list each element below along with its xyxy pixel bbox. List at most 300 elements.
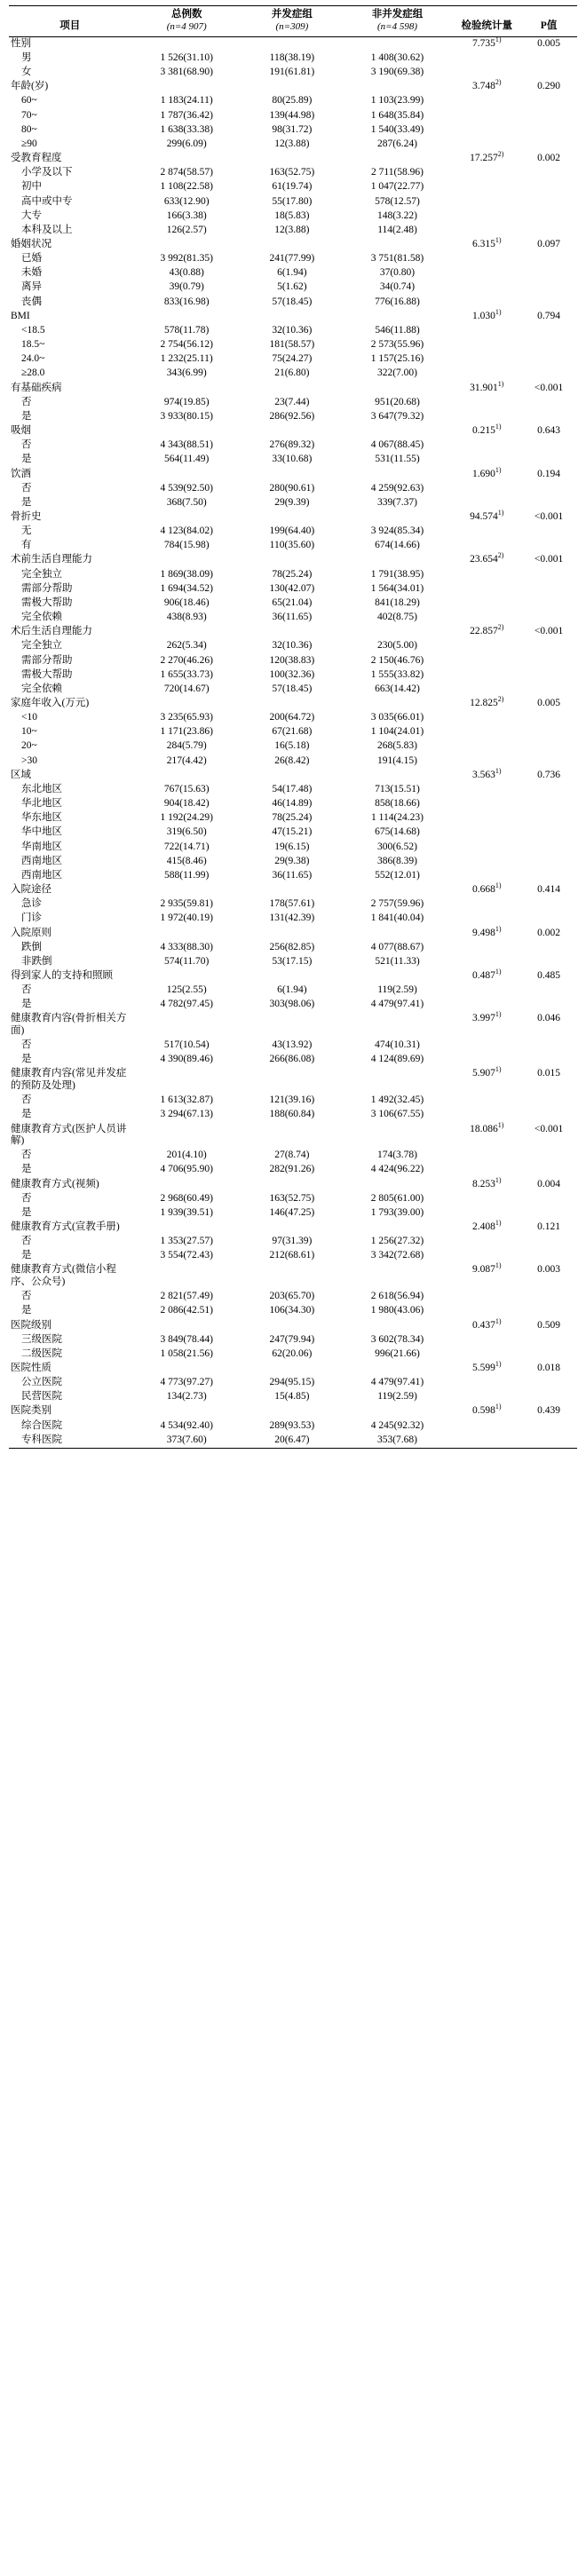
row-group-label: 饮酒 bbox=[11, 468, 31, 479]
cell-nocomp: 1 408(30.62) bbox=[370, 51, 424, 63]
cell-nocomp: 174(3.78) bbox=[376, 1150, 418, 1161]
cell-comp: 247(79.94) bbox=[269, 1333, 315, 1345]
cell-p-value: 0.002 bbox=[537, 153, 560, 164]
row-item-label: 18.5~ bbox=[21, 339, 45, 351]
table-row bbox=[9, 1235, 577, 1249]
cell-test-statistic: 17.257$^{2)}$ bbox=[470, 150, 504, 164]
cell-nocomp bbox=[342, 883, 454, 897]
cell-p-value bbox=[520, 51, 577, 66]
cell-comp bbox=[242, 310, 342, 324]
table-row bbox=[9, 439, 577, 453]
table-row bbox=[9, 180, 577, 194]
table-row bbox=[9, 51, 577, 66]
cell-test-statistic bbox=[453, 869, 520, 883]
row-item-label: 跌倒 bbox=[21, 941, 42, 952]
cell-comp: 16(5.18) bbox=[274, 740, 310, 752]
cell-total: 3 849(78.44) bbox=[160, 1333, 213, 1345]
cell-p-value: <0.001 bbox=[534, 1123, 564, 1134]
cell-nocomp: 2 757(59.96) bbox=[370, 898, 424, 910]
table-row bbox=[9, 897, 577, 912]
cell-test-statistic: 0.215$^{1)}$ bbox=[471, 423, 502, 437]
row-item-label: 三级医院 bbox=[21, 1333, 62, 1345]
cell-p-value bbox=[520, 1347, 577, 1362]
cell-total: 4 782(97.45) bbox=[160, 999, 213, 1010]
cell-total: 2 754(56.12) bbox=[160, 339, 213, 351]
test-statistic-footnote-marker: 1) bbox=[495, 1175, 502, 1184]
cell-test-statistic bbox=[453, 525, 520, 539]
cell-p-value: <0.001 bbox=[534, 382, 564, 393]
test-statistic-footnote-marker: 1) bbox=[497, 379, 504, 388]
cell-test-statistic bbox=[453, 1290, 520, 1304]
cell-nocomp: 531(11.55) bbox=[375, 454, 420, 465]
table-row bbox=[9, 539, 577, 553]
row-item-label: 门诊 bbox=[21, 913, 42, 924]
table-row bbox=[9, 36, 577, 51]
table-row bbox=[9, 1390, 577, 1404]
row-item-label: 完全依赖 bbox=[21, 683, 62, 694]
row-group-label: 有基础疾病 bbox=[11, 382, 62, 393]
row-item-label: 需部分帮助 bbox=[21, 582, 73, 594]
cell-comp: 62(20.06) bbox=[272, 1347, 313, 1359]
cell-nocomp bbox=[342, 553, 454, 567]
cell-total bbox=[131, 1362, 242, 1376]
cell-total: 1 108(22.58) bbox=[160, 181, 213, 193]
cell-test-statistic bbox=[453, 811, 520, 826]
cell-comp: 286(92.56) bbox=[269, 410, 315, 422]
cell-total: 217(4.42) bbox=[166, 755, 207, 766]
cell-total: 2 270(46.26) bbox=[160, 654, 213, 666]
cell-test-statistic bbox=[453, 338, 520, 352]
cell-total: 3 992(81.35) bbox=[160, 253, 213, 265]
cell-p-value bbox=[520, 194, 577, 209]
cell-nocomp: 4 479(97.41) bbox=[370, 1377, 424, 1388]
cell-p-value bbox=[520, 984, 577, 998]
cell-total bbox=[131, 769, 242, 783]
cell-test-statistic bbox=[453, 1163, 520, 1177]
column-header-no-complication-n: (n=4 598) bbox=[377, 20, 417, 32]
cell-p-value bbox=[520, 912, 577, 926]
cell-p-value: 0.290 bbox=[537, 81, 560, 92]
row-group-label: 吸烟 bbox=[11, 425, 31, 437]
cell-total: 4 123(84.02) bbox=[160, 525, 213, 537]
cell-nocomp: 1 047(22.77) bbox=[370, 181, 424, 193]
cell-comp: 178(57.61) bbox=[269, 898, 315, 910]
cell-nocomp: 191(4.15) bbox=[376, 755, 418, 766]
row-item-label: 华中地区 bbox=[21, 826, 62, 838]
cell-p-value: 0.018 bbox=[537, 1362, 560, 1373]
cell-p-value bbox=[520, 108, 577, 122]
cell-comp bbox=[242, 1362, 342, 1376]
cell-comp: 32(10.36) bbox=[272, 324, 313, 336]
table-row bbox=[9, 108, 577, 122]
cell-comp: 47(15.21) bbox=[272, 826, 313, 838]
cell-test-statistic bbox=[453, 122, 520, 137]
table-row bbox=[9, 467, 577, 481]
cell-comp bbox=[242, 424, 342, 439]
cell-comp bbox=[242, 1012, 342, 1039]
cell-comp: 57(18.45) bbox=[272, 683, 313, 694]
cell-test-statistic bbox=[453, 739, 520, 754]
cell-p-value bbox=[520, 295, 577, 309]
cell-test-statistic bbox=[453, 1053, 520, 1067]
cell-nocomp: 1 492(32.45) bbox=[370, 1094, 424, 1106]
test-statistic-footnote-marker: 1) bbox=[495, 1316, 502, 1325]
cell-total: 1 171(23.86) bbox=[160, 726, 213, 738]
cell-total: 1 058(21.56) bbox=[160, 1347, 213, 1359]
table-row bbox=[9, 496, 577, 510]
cell-nocomp bbox=[342, 969, 454, 984]
cell-total bbox=[131, 1177, 242, 1191]
cell-nocomp: 1 793(39.00) bbox=[370, 1206, 424, 1218]
cell-p-value bbox=[520, 1249, 577, 1263]
cell-nocomp bbox=[342, 625, 454, 639]
cell-test-statistic bbox=[453, 567, 520, 581]
cell-p-value bbox=[520, 266, 577, 281]
table-row bbox=[9, 310, 577, 324]
cell-comp bbox=[242, 883, 342, 897]
table-row bbox=[9, 668, 577, 682]
table-row bbox=[9, 281, 577, 295]
cell-test-statistic bbox=[453, 481, 520, 495]
cell-comp bbox=[242, 467, 342, 481]
cell-test-statistic bbox=[453, 639, 520, 653]
row-item-label: 女 bbox=[21, 67, 32, 78]
cell-comp: 289(93.53) bbox=[269, 1419, 315, 1431]
cell-comp bbox=[242, 625, 342, 639]
cell-test-statistic bbox=[453, 295, 520, 309]
cell-p-value bbox=[520, 281, 577, 295]
cell-nocomp: 230(5.00) bbox=[376, 640, 418, 652]
cell-comp: 181(58.57) bbox=[269, 339, 315, 351]
cell-p-value: 0.643 bbox=[537, 425, 560, 437]
cell-total: 1 232(25.11) bbox=[160, 353, 213, 365]
cell-p-value: <0.001 bbox=[534, 554, 564, 565]
cell-nocomp bbox=[342, 36, 454, 51]
row-item-label: 否 bbox=[21, 1192, 32, 1204]
table-row bbox=[9, 1347, 577, 1362]
row-item-label: 需极大帮助 bbox=[21, 597, 73, 608]
cell-p-value bbox=[520, 869, 577, 883]
cell-p-value bbox=[520, 1418, 577, 1433]
cell-total: 1 655(33.73) bbox=[160, 668, 213, 680]
cell-p-value bbox=[520, 668, 577, 682]
cell-test-statistic bbox=[453, 854, 520, 868]
cell-nocomp: 474(10.31) bbox=[375, 1039, 420, 1051]
cell-test-statistic bbox=[453, 797, 520, 811]
cell-test-statistic bbox=[453, 453, 520, 467]
cell-total: 39(0.79) bbox=[169, 281, 204, 293]
cell-test-statistic bbox=[453, 1390, 520, 1404]
cell-test-statistic bbox=[453, 352, 520, 367]
cell-test-statistic bbox=[453, 1149, 520, 1163]
cell-total: 720(14.67) bbox=[163, 683, 210, 694]
cell-total: 633(12.90) bbox=[163, 195, 210, 207]
cell-test-statistic: 5.907$^{1)}$ bbox=[471, 1065, 502, 1079]
cell-total: 284(5.79) bbox=[166, 740, 207, 752]
cell-comp: 199(64.40) bbox=[269, 525, 315, 537]
cell-p-value bbox=[520, 1332, 577, 1347]
cell-p-value bbox=[520, 797, 577, 811]
table-row bbox=[9, 266, 577, 281]
test-statistic-footnote-marker: 2) bbox=[497, 623, 504, 632]
row-item-label: 有 bbox=[21, 540, 32, 551]
cell-total: 767(15.63) bbox=[163, 783, 210, 794]
cell-test-statistic: 94.574$^{1)}$ bbox=[470, 509, 504, 522]
cell-total: 125(2.55) bbox=[166, 984, 207, 996]
table-row bbox=[9, 338, 577, 352]
cell-p-value: 0.194 bbox=[537, 468, 560, 479]
test-statistic-footnote-marker: 1) bbox=[495, 1360, 502, 1369]
row-group-label: 医院类别 bbox=[11, 1405, 51, 1417]
cell-test-statistic bbox=[453, 367, 520, 381]
table-row bbox=[9, 122, 577, 137]
cell-comp: 131(42.39) bbox=[269, 913, 315, 924]
table-row bbox=[9, 94, 577, 108]
test-statistic-footnote-marker: 1) bbox=[495, 881, 502, 890]
row-item-label: 大专 bbox=[21, 209, 42, 221]
cell-total bbox=[131, 969, 242, 984]
cell-nocomp: 2 573(55.96) bbox=[370, 339, 424, 351]
row-group-label: 医院性质 bbox=[11, 1362, 51, 1373]
cell-test-statistic bbox=[453, 281, 520, 295]
column-header-complication-group: 并发症组 (n=309) bbox=[242, 6, 342, 37]
table-row bbox=[9, 152, 577, 166]
cell-test-statistic: 7.735$^{1)}$ bbox=[471, 36, 502, 49]
cell-test-statistic: 23.654$^{2)}$ bbox=[470, 551, 504, 565]
row-item-label: 是 bbox=[21, 1054, 32, 1065]
cell-p-value bbox=[520, 581, 577, 596]
cell-nocomp: 1 564(34.01) bbox=[370, 582, 424, 594]
cell-comp: 78(25.24) bbox=[272, 568, 313, 580]
cell-total: 578(11.78) bbox=[164, 324, 210, 336]
table-row bbox=[9, 510, 577, 525]
cell-nocomp: 1 980(43.06) bbox=[370, 1305, 424, 1316]
cell-nocomp bbox=[342, 1221, 454, 1235]
cell-test-statistic bbox=[453, 912, 520, 926]
cell-total: 1 638(33.38) bbox=[160, 123, 213, 135]
cell-total bbox=[131, 467, 242, 481]
cell-test-statistic: 0.437$^{1)}$ bbox=[471, 1316, 502, 1331]
cell-comp: 26(8.42) bbox=[274, 755, 310, 766]
cell-total: 2 874(58.57) bbox=[160, 167, 213, 178]
cell-test-statistic: 3.997$^{1)}$ bbox=[471, 1010, 502, 1024]
cell-nocomp: 951(20.68) bbox=[375, 396, 420, 407]
cell-total: 2 821(57.49) bbox=[160, 1291, 213, 1302]
cell-comp: 46(14.89) bbox=[272, 798, 313, 810]
cell-total bbox=[131, 80, 242, 94]
cell-total: 4 706(95.90) bbox=[160, 1164, 213, 1175]
cell-comp bbox=[242, 381, 342, 395]
cell-p-value bbox=[520, 897, 577, 912]
cell-total: 3 294(67.13) bbox=[160, 1109, 213, 1120]
cell-test-statistic: 6.315$^{1)}$ bbox=[471, 236, 502, 250]
cell-total bbox=[131, 697, 242, 711]
cell-nocomp bbox=[342, 381, 454, 395]
cell-total bbox=[131, 553, 242, 567]
cell-comp bbox=[242, 238, 342, 252]
cell-comp: 19(6.15) bbox=[274, 841, 310, 852]
cell-total: 438(8.93) bbox=[166, 612, 207, 623]
baseline-characteristics-table bbox=[9, 5, 577, 1449]
cell-p-value bbox=[520, 1390, 577, 1404]
cell-total: 1 353(27.57) bbox=[160, 1236, 213, 1247]
row-group-label: 健康教育方式(视频) bbox=[11, 1178, 99, 1189]
cell-nocomp bbox=[342, 238, 454, 252]
row-item-label: 民营医院 bbox=[21, 1391, 62, 1403]
cell-total: 1 183(24.11) bbox=[160, 95, 213, 107]
cell-nocomp bbox=[342, 1177, 454, 1191]
cell-p-value bbox=[520, 209, 577, 223]
cell-test-statistic: 3.563$^{1)}$ bbox=[471, 766, 502, 780]
table-row bbox=[9, 1067, 577, 1094]
column-header-p-value: P值 bbox=[520, 6, 577, 37]
cell-test-statistic bbox=[453, 395, 520, 409]
cell-total bbox=[131, 310, 242, 324]
cell-nocomp: 353(7.68) bbox=[342, 1433, 454, 1448]
cell-comp: 241(77.99) bbox=[269, 253, 315, 265]
cell-p-value bbox=[520, 653, 577, 668]
cell-nocomp: 3 035(66.01) bbox=[370, 712, 424, 723]
cell-total: 134(2.73) bbox=[166, 1391, 207, 1403]
cell-nocomp: 3 647(79.32) bbox=[370, 410, 424, 422]
cell-p-value bbox=[520, 1235, 577, 1249]
cell-test-statistic bbox=[453, 180, 520, 194]
cell-comp: 120(38.83) bbox=[269, 654, 315, 666]
table-row bbox=[9, 209, 577, 223]
cell-p-value bbox=[520, 539, 577, 553]
table-row bbox=[9, 955, 577, 969]
test-statistic-footnote-marker: 1) bbox=[495, 968, 502, 976]
row-item-label: 否 bbox=[21, 1094, 32, 1106]
cell-p-value bbox=[520, 711, 577, 725]
table-row bbox=[9, 1332, 577, 1347]
test-statistic-footnote-marker: 1) bbox=[495, 766, 502, 775]
cell-nocomp bbox=[342, 424, 454, 439]
table-row bbox=[9, 940, 577, 954]
cell-test-statistic: 12.825$^{2)}$ bbox=[470, 695, 504, 709]
table-row bbox=[9, 984, 577, 998]
table-row bbox=[9, 1318, 577, 1332]
cell-comp: 282(91.26) bbox=[269, 1164, 315, 1175]
row-group-label: 性别 bbox=[11, 37, 31, 49]
cell-comp: 5(1.62) bbox=[277, 281, 307, 293]
cell-comp bbox=[242, 553, 342, 567]
row-item-label: 否 bbox=[21, 439, 32, 451]
row-item-label: 是 bbox=[21, 454, 32, 465]
table-row bbox=[9, 854, 577, 868]
cell-p-value bbox=[520, 998, 577, 1012]
cell-nocomp: 1 103(23.99) bbox=[370, 95, 424, 107]
cell-p-value bbox=[520, 597, 577, 611]
row-item-label: 70~ bbox=[21, 109, 37, 121]
cell-total bbox=[131, 1263, 242, 1290]
test-statistic-footnote-marker: 2) bbox=[497, 695, 504, 704]
table-row bbox=[9, 625, 577, 639]
cell-total: 904(18.42) bbox=[163, 798, 210, 810]
cell-total: 262(5.34) bbox=[166, 640, 207, 652]
cell-p-value bbox=[520, 367, 577, 381]
cell-comp: 12(3.88) bbox=[274, 138, 310, 149]
cell-total: 1 192(24.29) bbox=[160, 812, 213, 824]
row-group-label: 区域 bbox=[11, 769, 31, 780]
cell-total: 3 554(72.43) bbox=[160, 1250, 213, 1261]
cell-comp bbox=[242, 697, 342, 711]
cell-test-statistic bbox=[453, 252, 520, 266]
cell-comp: 12(3.88) bbox=[274, 224, 310, 235]
cell-total: 1 526(31.10) bbox=[160, 51, 213, 63]
cell-test-statistic: 1.030$^{1)}$ bbox=[471, 307, 502, 321]
row-item-label: <10 bbox=[21, 712, 37, 723]
cell-p-value bbox=[520, 324, 577, 338]
cell-nocomp: 4 479(97.41) bbox=[370, 999, 424, 1010]
cell-total: 201(4.10) bbox=[166, 1150, 207, 1161]
table-row bbox=[9, 224, 577, 238]
table-row bbox=[9, 1163, 577, 1177]
table-row bbox=[9, 410, 577, 424]
cell-p-value bbox=[520, 496, 577, 510]
cell-nocomp: 3 190(69.38) bbox=[370, 67, 424, 78]
row-item-label: 60~ bbox=[21, 95, 37, 107]
cell-test-statistic: 0.487$^{1)}$ bbox=[471, 968, 502, 981]
row-item-label: 东北地区 bbox=[21, 783, 62, 794]
table-row bbox=[9, 1206, 577, 1221]
row-group-label: 健康教育方式(微信小程序、公众号) bbox=[11, 1264, 116, 1288]
cell-p-value bbox=[520, 754, 577, 768]
table-row bbox=[9, 66, 577, 80]
cell-test-statistic bbox=[453, 1108, 520, 1122]
test-statistic-footnote-marker: 1) bbox=[495, 1219, 502, 1228]
test-statistic-footnote-marker: 1) bbox=[495, 423, 502, 431]
table-row bbox=[9, 581, 577, 596]
cell-nocomp: 3 106(67.55) bbox=[370, 1109, 424, 1120]
column-header-total-n: (n=4 907) bbox=[166, 20, 207, 32]
cell-nocomp: 1 555(33.82) bbox=[370, 668, 424, 680]
cell-nocomp bbox=[342, 1263, 454, 1290]
cell-test-statistic bbox=[453, 410, 520, 424]
column-header-complication-n: (n=309) bbox=[275, 20, 309, 32]
cell-nocomp: 402(8.75) bbox=[376, 612, 418, 623]
cell-comp: 294(95.15) bbox=[269, 1377, 315, 1388]
table-row bbox=[9, 697, 577, 711]
cell-nocomp: 3 751(81.58) bbox=[370, 253, 424, 265]
cell-total: 3 381(68.90) bbox=[160, 67, 213, 78]
table-row bbox=[9, 352, 577, 367]
cell-p-value: 0.509 bbox=[537, 1319, 560, 1331]
cell-total bbox=[131, 625, 242, 639]
cell-p-value: 0.005 bbox=[537, 698, 560, 709]
row-item-label: 是 bbox=[21, 410, 32, 422]
cell-comp bbox=[242, 1177, 342, 1191]
column-header-no-complication-group: 非并发症组 (n=4 598) bbox=[342, 6, 454, 37]
cell-test-statistic: 8.253$^{1)}$ bbox=[471, 1175, 502, 1189]
cell-p-value bbox=[520, 1094, 577, 1108]
cell-p-value bbox=[520, 1304, 577, 1318]
cell-comp: 33(10.68) bbox=[272, 454, 313, 465]
cell-p-value: 0.097 bbox=[537, 239, 560, 250]
cell-test-statistic bbox=[453, 840, 520, 854]
cell-test-statistic bbox=[453, 725, 520, 739]
cell-nocomp: 4 245(92.32) bbox=[370, 1419, 424, 1431]
cell-comp: 23(7.44) bbox=[274, 396, 310, 407]
table-row bbox=[9, 739, 577, 754]
cell-p-value bbox=[520, 453, 577, 467]
cell-p-value bbox=[520, 122, 577, 137]
cell-comp: 80(25.89) bbox=[272, 95, 313, 107]
cell-total: 784(15.98) bbox=[163, 540, 210, 551]
cell-p-value bbox=[520, 683, 577, 697]
cell-nocomp bbox=[342, 80, 454, 94]
cell-p-value bbox=[520, 567, 577, 581]
